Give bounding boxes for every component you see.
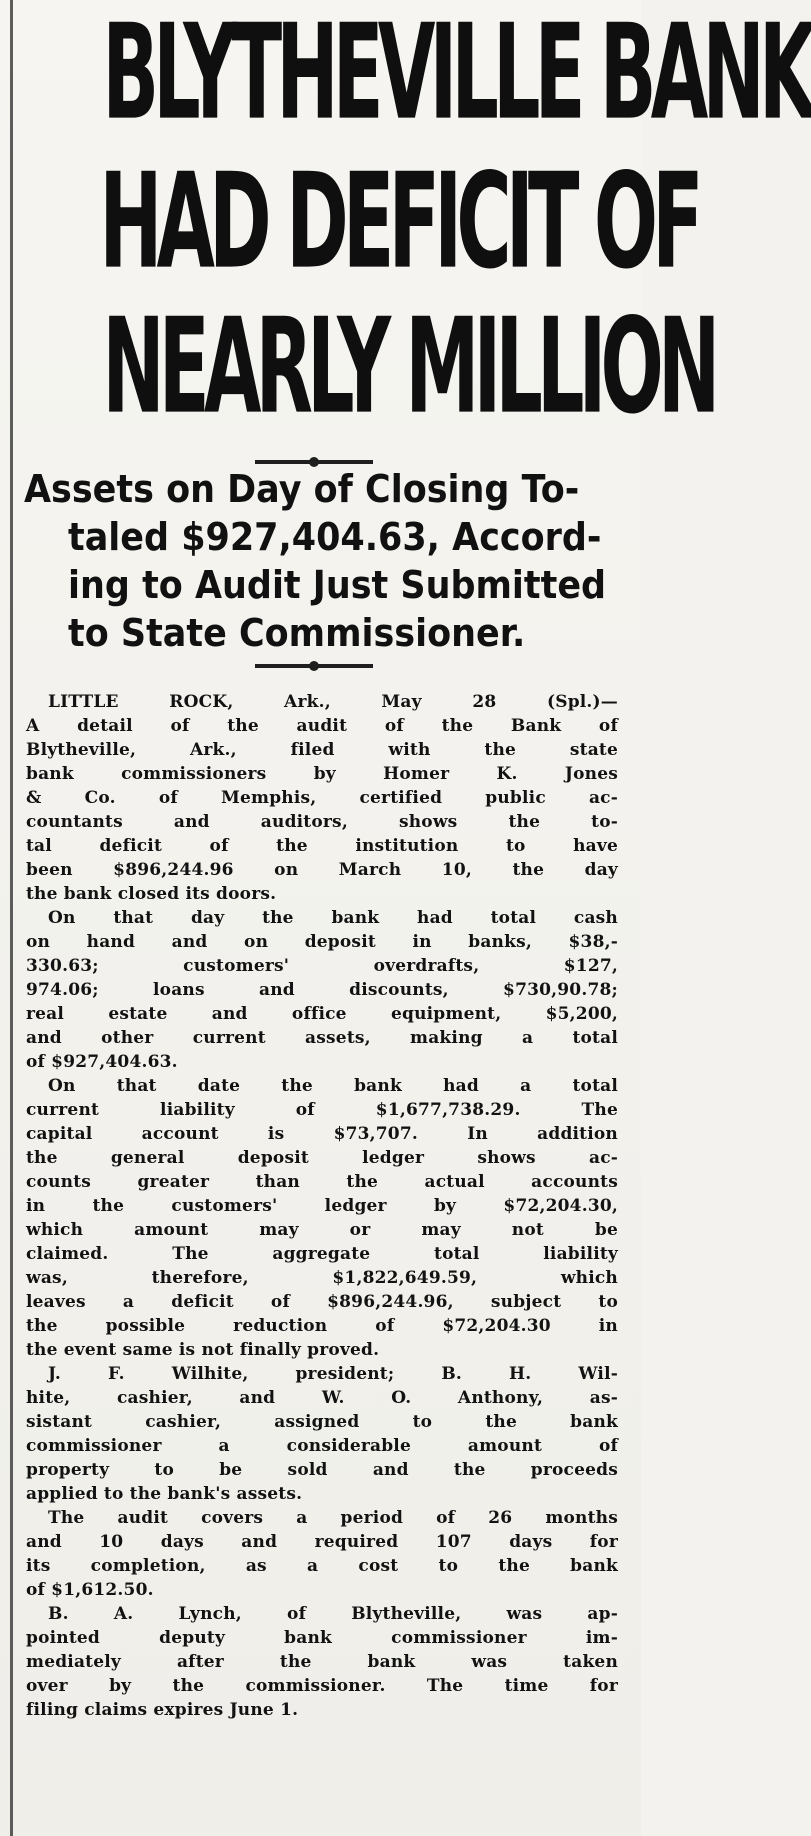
article-line: the bank closed its doors. xyxy=(26,884,277,904)
article-line: on hand and on deposit in banks, $38,- xyxy=(26,932,618,952)
article-line: mediately after the bank was taken xyxy=(26,1652,618,1672)
article-line: Blytheville, Ark., filed with the state xyxy=(26,740,618,760)
article-line: capital account is $73,707. In addition xyxy=(26,1124,618,1144)
article-line: The audit covers a period of 26 months xyxy=(48,1508,618,1528)
article-line: been $896,244.96 on March 10, the day xyxy=(26,860,618,880)
article-line: LITTLE ROCK, Ark., May 28 (Spl.)— xyxy=(48,692,618,712)
subheadline-line-1: Assets on Day of Closing To- xyxy=(24,467,580,511)
article-line: On that date the bank had a total xyxy=(48,1076,618,1096)
article-line: tal deficit of the institution to have xyxy=(26,836,618,856)
article-line: the possible reduction of $72,204.30 in xyxy=(26,1316,618,1336)
headline-divider xyxy=(255,460,373,464)
article-line: and other current assets, making a total xyxy=(26,1028,618,1048)
paragraph-1 xyxy=(26,690,618,906)
paragraph-6 xyxy=(26,1602,618,1722)
article-line: its completion, as a cost to the bank xyxy=(26,1556,618,1576)
headline-line-3: NEARLY MILLION xyxy=(102,290,715,444)
article-line: current liability of $1,677,738.29. The xyxy=(26,1100,618,1120)
article-line: of $1,612.50. xyxy=(26,1580,154,1600)
article-line: sistant cashier, assigned to the bank xyxy=(26,1412,618,1432)
article-line: bank commissioners by Homer K. Jones xyxy=(26,764,618,784)
paragraph-2 xyxy=(26,906,618,1074)
article-line: On that day the bank had total cash xyxy=(48,908,618,928)
article-line: counts greater than the actual accounts xyxy=(26,1172,618,1192)
article-line: countants and auditors, shows the to- xyxy=(26,812,618,832)
article-line: of $927,404.63. xyxy=(26,1052,178,1072)
article-line: real estate and office equipment, $5,200, xyxy=(26,1004,618,1024)
subheadline-line-4: to State Commissioner. xyxy=(68,611,526,655)
headline-line-2: HAD DEFICIT OF xyxy=(99,145,698,299)
article-line: pointed deputy bank commissioner im- xyxy=(26,1628,618,1648)
article-line: 330.63; customers' overdrafts, $127, xyxy=(26,956,618,976)
subheadline-divider xyxy=(255,664,373,668)
article-line: was, therefore, $1,822,649.59, which xyxy=(26,1268,618,1288)
column-rule xyxy=(10,0,13,1836)
article-line: over by the commissioner. The time for xyxy=(26,1676,618,1696)
article-line: hite, cashier, and W. O. Anthony, as- xyxy=(26,1388,618,1408)
article-line: J. F. Wilhite, president; B. H. Wil- xyxy=(48,1364,618,1384)
article-line: commissioner a considerable amount of xyxy=(26,1436,618,1456)
article-line: which amount may or may not be xyxy=(26,1220,618,1240)
subheadline-line-3: ing to Audit Just Submitted xyxy=(68,563,607,607)
article-line: 974.06; loans and discounts, $730,90.78; xyxy=(26,980,618,1000)
headline-line-1: BLYTHEVILLE BANK xyxy=(102,0,811,150)
paragraph-3 xyxy=(26,1074,618,1362)
article-line: property to be sold and the proceeds xyxy=(26,1460,618,1480)
paragraph-4 xyxy=(26,1362,618,1506)
article-line: A detail of the audit of the Bank of xyxy=(26,716,618,736)
article-line: in the customers' ledger by $72,204.30, xyxy=(26,1196,618,1216)
article-line: B. A. Lynch, of Blytheville, was ap- xyxy=(48,1604,618,1624)
article-line: and 10 days and required 107 days for xyxy=(26,1532,618,1552)
article-line: the general deposit ledger shows ac- xyxy=(26,1148,618,1168)
article-line: claimed. The aggregate total liability xyxy=(26,1244,618,1264)
article-line: leaves a deficit of $896,244.96, subject to xyxy=(26,1292,618,1312)
article-line: filing claims expires June 1. xyxy=(26,1700,299,1720)
paragraph-5 xyxy=(26,1506,618,1602)
article-line: applied to the bank's assets. xyxy=(26,1484,303,1504)
article-body xyxy=(26,690,618,1722)
subheadline-line-2: taled $927,404.63, Accord- xyxy=(68,515,602,559)
article-line: the event same is not finally proved. xyxy=(26,1340,380,1360)
article-line: & Co. of Memphis, certified public ac- xyxy=(26,788,618,808)
